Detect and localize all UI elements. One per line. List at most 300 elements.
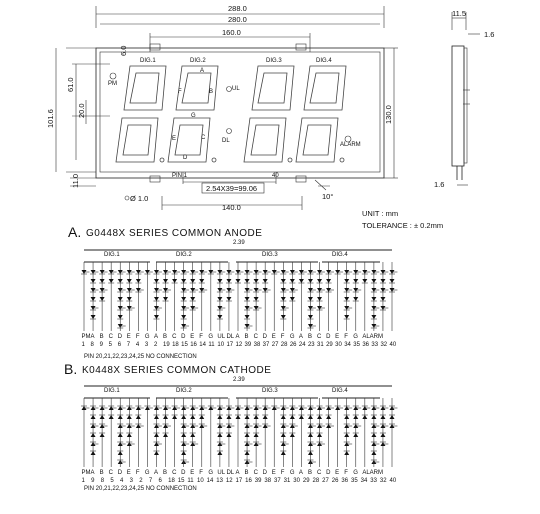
note-tolerance: TOLERANCE : ± 0.2mm — [362, 221, 444, 230]
pin-number: 4 — [120, 478, 124, 484]
pin-number: 11 — [208, 342, 215, 348]
digit-dp — [288, 158, 292, 162]
diode — [281, 451, 286, 455]
diode — [91, 433, 96, 437]
diode — [226, 433, 231, 437]
diode — [226, 415, 231, 419]
segment-label: C — [317, 334, 322, 340]
section-a-common-anode — [68, 224, 397, 360]
pin-number: 35 — [351, 478, 358, 484]
segment-label: E — [126, 470, 131, 476]
diode — [199, 415, 204, 419]
digit-dp — [340, 158, 344, 162]
segment-label: E — [335, 334, 340, 340]
diode — [163, 279, 168, 283]
diode — [181, 433, 186, 437]
segment-label: E — [190, 470, 195, 476]
schematic-dig-label: DIG.3 — [262, 388, 278, 394]
digit-lower-window — [251, 125, 279, 155]
diode — [371, 315, 376, 319]
diode — [154, 297, 159, 301]
segment-label: F — [199, 470, 203, 476]
segment-label: F — [344, 334, 348, 340]
pin-number: 17 — [235, 478, 243, 484]
pin-number: 13 — [216, 478, 223, 484]
segment-label: F — [280, 470, 285, 476]
diode — [281, 279, 286, 283]
diode — [118, 315, 123, 319]
label-dl: DL — [222, 138, 230, 144]
schematic-dig-label: DIG.1 — [104, 388, 120, 394]
pin-number: 5 — [110, 478, 114, 484]
schematic-dig-label: DIG.4 — [332, 388, 348, 394]
pin-number: 15 — [177, 478, 185, 484]
pin-number: 26 — [331, 478, 339, 484]
diode — [308, 315, 313, 319]
segment-label: G — [144, 470, 150, 476]
diode — [181, 451, 186, 455]
diode — [344, 315, 349, 319]
segment-label: B — [163, 470, 168, 476]
segment-label: UL — [217, 334, 226, 340]
section-b-schematic — [81, 386, 397, 484]
diode — [154, 451, 159, 455]
section-b-letter: B. — [64, 361, 78, 377]
pin-number: 12 — [225, 478, 233, 484]
segment-label: G — [208, 470, 213, 476]
diode — [181, 297, 186, 301]
diode — [226, 297, 231, 301]
segment-label: F — [135, 334, 140, 340]
diode — [100, 415, 105, 419]
pin-number: 3 — [129, 478, 133, 484]
pin-number: 8 — [100, 478, 105, 484]
pin-number: 37 — [274, 478, 281, 484]
dim-thickness: 11.5 — [452, 9, 467, 18]
section-b-common-cathode — [64, 361, 397, 492]
diode — [263, 279, 268, 283]
diode — [217, 279, 222, 283]
segment-label: G — [208, 334, 213, 340]
dim-digit-height: 61.0 — [66, 77, 75, 92]
segment-label: DL — [226, 334, 235, 340]
diode — [118, 297, 123, 301]
diode — [109, 415, 114, 419]
pin-number: 31 — [317, 342, 324, 348]
diode — [236, 415, 241, 419]
diode — [118, 433, 123, 437]
diode — [226, 279, 231, 283]
segment-label: E — [271, 334, 276, 340]
diode — [344, 297, 349, 301]
diode — [371, 433, 376, 437]
pin-number: 7 — [126, 342, 131, 348]
segment-label: D — [117, 470, 123, 476]
segment-label: C — [172, 334, 177, 340]
pin-number: 5 — [108, 342, 113, 348]
seg-label-d: D — [183, 155, 188, 161]
segment-label: B — [163, 334, 168, 340]
diode — [163, 433, 168, 437]
diode — [154, 415, 159, 419]
diode — [380, 433, 385, 437]
pin-number: 6 — [117, 342, 122, 348]
digit-lower-window — [303, 125, 331, 155]
segment-label: C — [317, 470, 322, 476]
pin-number: 8 — [90, 342, 94, 348]
segment-label: C — [253, 334, 258, 340]
pin-number: 31 — [283, 478, 291, 484]
digit-dp — [160, 158, 164, 162]
pin-number: 14 — [206, 478, 214, 484]
diode — [217, 415, 222, 419]
segment-label: E — [335, 470, 340, 476]
segment-label: A — [235, 334, 240, 340]
segment-label: D — [181, 334, 186, 340]
diode — [290, 297, 295, 301]
diode — [290, 433, 295, 437]
diode — [118, 415, 123, 419]
digit-upper-window — [130, 73, 159, 103]
segment-label: A — [298, 334, 303, 340]
pin-number: 16 — [190, 342, 197, 348]
diode — [245, 451, 250, 455]
seg-label-a: A — [200, 68, 205, 74]
segment-label: ALARM — [362, 334, 383, 340]
section-b-title: K0448X SERIES COMMON CATHODE — [82, 365, 272, 376]
digit-dp — [212, 158, 216, 162]
diode — [245, 297, 250, 301]
diode — [344, 279, 349, 283]
diode — [127, 279, 132, 283]
section-a-title: G0448X SERIES COMMON ANODE — [86, 228, 263, 239]
diode — [362, 279, 367, 283]
pin-number: 33 — [370, 478, 377, 484]
display-window — [100, 52, 380, 172]
section-a-schematic — [81, 250, 397, 348]
diode — [127, 415, 132, 419]
segment-label: G — [144, 334, 150, 340]
pin-number: 35 — [353, 342, 360, 348]
diode — [181, 315, 186, 319]
diode — [118, 451, 123, 455]
dim-overall-width: 288.0 — [228, 4, 247, 13]
pin-number: 1 — [81, 478, 85, 484]
pin-number: 11 — [187, 478, 194, 484]
section-a-no-connection: PIN 20,21,22,23,24,25 NO CONNECTION — [84, 354, 197, 360]
diode — [217, 451, 222, 455]
label-ul: UL — [232, 86, 240, 92]
diode — [245, 279, 250, 283]
segment-label: A — [235, 470, 240, 476]
segment-label: D — [117, 334, 123, 340]
dim-bottom-gap: 11.0 — [71, 173, 80, 188]
pin-number: 6 — [158, 478, 162, 484]
diode — [344, 451, 349, 455]
label-pm: PM — [108, 81, 117, 87]
diode — [136, 279, 141, 283]
digit-3 — [244, 66, 294, 162]
diode — [109, 279, 114, 283]
schematic-dig-label: DIG.3 — [262, 252, 278, 258]
pin-number: 29 — [326, 342, 333, 348]
segment-label: D — [326, 334, 331, 340]
diode — [181, 415, 186, 419]
schematic-dig-label: DIG.4 — [332, 252, 348, 258]
pin-number: 34 — [344, 342, 351, 348]
segment-label: B — [244, 470, 249, 476]
section-a-letter: A. — [68, 224, 82, 240]
diode — [163, 415, 168, 419]
digit-upper-window — [258, 73, 287, 103]
pin-number: 38 — [253, 342, 261, 348]
pin-number: 19 — [163, 342, 170, 348]
diode — [344, 433, 349, 437]
pin-number: 16 — [245, 478, 252, 484]
diode — [127, 433, 132, 437]
dim-bezel-width: 280.0 — [228, 15, 247, 24]
digit-4 — [296, 66, 346, 162]
label-dig4: DIG.4 — [316, 58, 332, 64]
pin-number: 10 — [197, 478, 204, 484]
diode — [380, 279, 385, 283]
diode — [380, 415, 385, 419]
diode — [154, 279, 159, 283]
segment-label: DL — [226, 470, 235, 476]
label-pin40: 40 — [272, 173, 279, 179]
dim-top-margin: 6.0 — [119, 45, 128, 56]
pin-number: 39 — [244, 342, 252, 348]
diode — [317, 433, 322, 437]
segment-label: G — [289, 470, 295, 476]
diode — [317, 297, 322, 301]
diode — [91, 415, 96, 419]
digit-upper-window — [310, 73, 339, 103]
diode — [353, 279, 358, 283]
diode — [290, 415, 295, 419]
diode — [281, 433, 286, 437]
diode — [100, 297, 105, 301]
dim-pin-span: 140.0 — [222, 203, 241, 212]
diode — [281, 297, 286, 301]
segment-label: A — [153, 470, 158, 476]
diode — [245, 433, 250, 437]
diode — [254, 415, 259, 419]
pin-number: 26 — [289, 342, 297, 348]
side-body — [452, 46, 464, 166]
pin-number: 2 — [139, 478, 143, 484]
diode — [172, 415, 177, 419]
front-view — [46, 4, 398, 212]
diode — [308, 433, 313, 437]
pin-number: 39 — [254, 478, 262, 484]
pin-number: 32 — [379, 478, 387, 484]
seg-label-g: G — [191, 113, 196, 119]
diode — [371, 415, 376, 419]
diode — [154, 433, 159, 437]
diode — [118, 279, 123, 283]
diode — [181, 279, 186, 283]
diode — [299, 415, 304, 419]
diode — [308, 451, 313, 455]
seg-label-b: B — [209, 89, 214, 95]
diode — [353, 297, 358, 301]
pin-number: 36 — [341, 478, 349, 484]
segment-label: A — [298, 470, 303, 476]
pin-number: 38 — [264, 478, 272, 484]
pin-number: 23 — [307, 342, 315, 348]
diode — [254, 433, 259, 437]
schematic-dig-label: DIG.2 — [176, 388, 192, 394]
schematic-dig-label: DIG.2 — [176, 252, 192, 258]
segment-label: F — [135, 470, 140, 476]
pin-number: 1 — [81, 342, 85, 348]
pin-number: 4 — [135, 342, 140, 348]
pin-number: 3 — [144, 342, 149, 348]
pin-number: 28 — [312, 478, 320, 484]
diode — [344, 415, 349, 419]
diode — [362, 415, 367, 419]
diode — [245, 315, 250, 319]
diode — [136, 415, 141, 419]
section-a-pitch: 2.39 — [233, 240, 245, 246]
segment-label: C — [172, 470, 177, 476]
label-dig1: DIG.1 — [140, 58, 156, 64]
diode — [190, 279, 195, 283]
dim-side-height: 130.0 — [384, 105, 393, 124]
pin-number: 18 — [172, 342, 179, 348]
pin-number: 37 — [262, 342, 270, 348]
label-alarm: ALARM — [340, 142, 361, 148]
segment-label: B — [99, 334, 104, 340]
diode — [380, 297, 385, 301]
diode — [190, 433, 195, 437]
label-dig3: DIG.3 — [266, 58, 282, 64]
pin-number: 27 — [271, 342, 279, 348]
pin-number: 7 — [148, 478, 153, 484]
pin-number: 30 — [293, 478, 300, 484]
diode — [326, 415, 331, 419]
pin-number: 10 — [217, 342, 225, 348]
label-pin1: PIN 1 — [172, 173, 188, 179]
diode — [263, 415, 268, 419]
pin-number: 29 — [302, 478, 310, 484]
pin-number: 12 — [235, 342, 243, 348]
segment-label: B — [244, 334, 249, 340]
diode — [317, 415, 322, 419]
diode — [308, 297, 313, 301]
digit-upper-window — [182, 73, 214, 103]
diode — [91, 279, 96, 283]
section-b-no-connection: PIN 20,21,22,23,24,25 NO CONNECTION — [84, 486, 197, 492]
digit-lower-window — [175, 125, 203, 155]
pin-number: 30 — [335, 342, 342, 348]
digit-outlines — [116, 66, 346, 162]
diode — [236, 279, 241, 283]
pin-number: 17 — [226, 342, 234, 348]
pin-number: 34 — [360, 478, 368, 484]
section-b-pitch: 2.39 — [233, 377, 245, 383]
segment-label: PM — [81, 334, 91, 340]
segment-label: A — [90, 334, 95, 340]
seg-label-c: C — [201, 135, 206, 141]
pin-number: 33 — [371, 342, 379, 348]
segment-label: F — [199, 334, 203, 340]
dim-digit-span: 160.0 — [222, 28, 241, 37]
diode — [308, 279, 313, 283]
diode — [390, 279, 395, 283]
label-dig2: DIG.2 — [190, 58, 206, 64]
segment-label: C — [108, 470, 114, 476]
segment-label: D — [262, 470, 268, 476]
diode — [326, 279, 331, 283]
pin-number: 18 — [168, 478, 175, 484]
seg-label-e: E — [172, 136, 177, 142]
segment-label: B — [99, 470, 104, 476]
diode — [254, 297, 259, 301]
diode — [190, 297, 195, 301]
segment-label: ALARM — [362, 470, 383, 476]
dim-hole: Ø 1.0 — [130, 194, 149, 203]
diode — [390, 415, 395, 419]
segment-label: D — [181, 470, 186, 476]
diode — [317, 279, 322, 283]
segment-label: F — [344, 470, 348, 476]
diode — [371, 451, 376, 455]
diode — [190, 415, 195, 419]
dim-overall-height: 101.6 — [46, 109, 55, 128]
diode — [281, 315, 286, 319]
side-view — [434, 9, 494, 189]
pin-number: 40 — [389, 478, 397, 484]
pin-number: 32 — [380, 342, 388, 348]
diode — [254, 279, 259, 283]
diode — [371, 279, 376, 283]
diode — [371, 297, 376, 301]
segment-label: D — [262, 334, 268, 340]
segment-label: E — [271, 470, 276, 476]
pin-number: 15 — [181, 342, 188, 348]
digit-1 — [116, 66, 166, 162]
pin-number: 28 — [280, 342, 288, 348]
dim-angle: 10° — [322, 192, 334, 201]
diode — [308, 415, 313, 419]
diode — [353, 433, 358, 437]
segment-label: G — [353, 334, 358, 340]
seg-label-f: F — [178, 89, 182, 95]
diode — [199, 279, 204, 283]
diode — [163, 297, 168, 301]
diode — [100, 279, 105, 283]
diode — [172, 279, 177, 283]
diode — [217, 297, 222, 301]
diode — [217, 315, 222, 319]
segment-label: F — [280, 334, 285, 340]
diode — [245, 415, 250, 419]
pin-number: 2 — [153, 342, 158, 348]
segment-label: B — [307, 334, 312, 340]
schematic-dig-label: DIG.1 — [104, 252, 120, 258]
segment-label: G — [353, 470, 358, 476]
diode — [353, 415, 358, 419]
pin-number: 14 — [199, 342, 206, 348]
pin-number: 40 — [389, 342, 397, 348]
segment-label: B — [307, 470, 312, 476]
segment-label: C — [253, 470, 258, 476]
diode — [299, 279, 304, 283]
diode — [91, 297, 96, 301]
segment-label: E — [126, 334, 131, 340]
